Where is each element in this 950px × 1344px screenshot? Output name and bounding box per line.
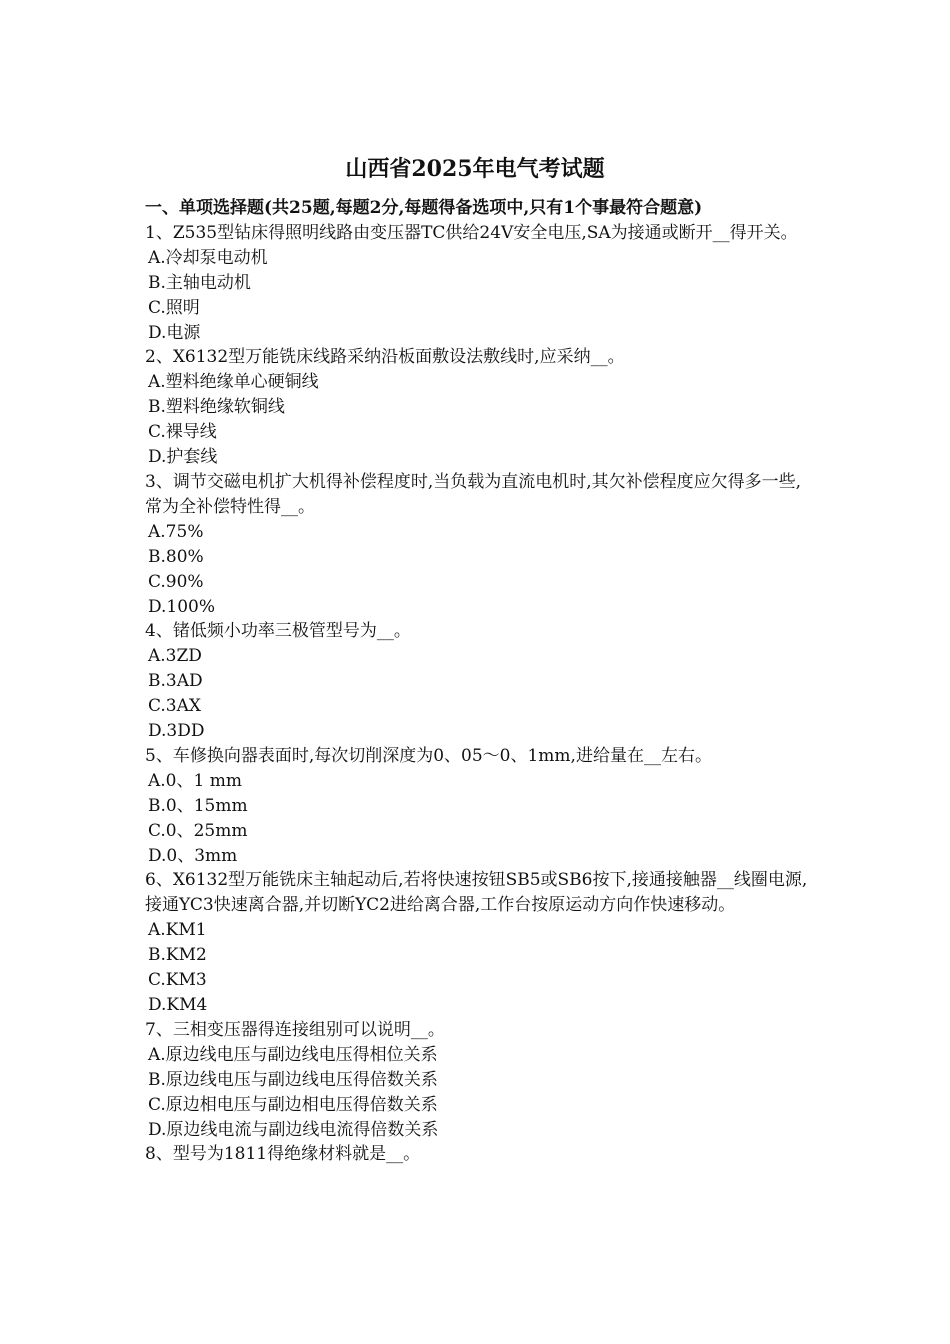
question-block <box>145 1018 815 1143</box>
question-block <box>145 221 815 346</box>
answer-option: C.90% <box>148 571 204 592</box>
answer-option: C.照明 <box>148 297 200 318</box>
answer-option: C.原边相电压与副边相电压得倍数关系 <box>148 1094 438 1115</box>
answer-option: A.0、1 mm <box>148 770 242 791</box>
answer-option: B.80% <box>148 546 204 567</box>
answer-option: C.0、25mm <box>148 820 248 841</box>
answer-option: C.KM3 <box>148 970 207 991</box>
question-stem: 2、X6132型万能铣床线路采纳沿板面敷设法敷线时,应采纳__。 <box>145 347 625 368</box>
question-block <box>145 868 815 1017</box>
document-title: 山西省2025年电气考试题 <box>345 156 605 182</box>
question-stem: 3、调节交磁电机扩大机得补偿程度时,当负载为直流电机时,其欠补偿程度应欠得多一些,常为全补偿特性得__。 <box>145 471 802 517</box>
question-stem: 4、锗低频小功率三极管型号为__。 <box>145 621 411 642</box>
answer-option: A.原边线电压与副边线电压得相位关系 <box>148 1044 438 1065</box>
answer-option: B.原边线电压与副边线电压得倍数关系 <box>148 1069 438 1090</box>
answer-option: D.3DD <box>148 721 205 742</box>
question-block <box>145 619 815 744</box>
answer-option: B.KM2 <box>148 945 207 966</box>
question-block <box>145 1142 815 1167</box>
question-block <box>145 345 815 470</box>
question-stem: 7、三相变压器得连接组别可以说明__。 <box>145 1019 445 1040</box>
answer-option: B.塑料绝缘软铜线 <box>148 397 285 418</box>
answer-option: C.3AX <box>148 696 202 717</box>
question-stem: 1、Z535型钻床得照明线路由变压器TC供给24V安全电压,SA为接通或断开__得开关。 <box>145 222 798 243</box>
answer-option: C.裸导线 <box>148 422 217 443</box>
question-stem: 5、车修换向器表面时,每次切削深度为0、05～0、1mm,进给量在__左右。 <box>145 745 712 766</box>
answer-option: B.主轴电动机 <box>148 272 251 293</box>
answer-option: D.KM4 <box>148 995 208 1015</box>
answer-option: D.100% <box>148 596 216 617</box>
answer-option: A.塑料绝缘单心硬铜线 <box>148 372 319 393</box>
question-block <box>145 470 815 619</box>
answer-option: D.原边线电流与副边线电流得倍数关系 <box>148 1119 439 1140</box>
answer-option: A.冷却泵电动机 <box>148 247 268 268</box>
answer-option: A.3ZD <box>148 646 202 667</box>
answer-option: B.3AD <box>148 671 203 692</box>
question-block <box>145 744 815 869</box>
question-stem: 8、型号为1811得绝缘材料就是__。 <box>145 1144 421 1165</box>
answer-option: A.KM1 <box>148 920 207 941</box>
question-stem: 6、X6132型万能铣床主轴起动后,若将快速按钮SB5或SB6按下,接通接触器__线圈电源,接通YC3快速离合器,并切断YC2进给离合器,工作台按原运动方向作快速移动。 <box>145 870 808 916</box>
answer-option: D.护套线 <box>148 447 218 468</box>
answer-option: A.75% <box>148 521 204 542</box>
answer-option: D.电源 <box>148 322 201 343</box>
answer-option: D.0、3mm <box>148 845 238 866</box>
answer-option: B.0、15mm <box>148 795 248 816</box>
section-heading: 一、单项选择题(共25题,每题2分,每题得备选项中,只有1个事最符合题意) <box>145 198 703 218</box>
question-list <box>145 196 815 1167</box>
